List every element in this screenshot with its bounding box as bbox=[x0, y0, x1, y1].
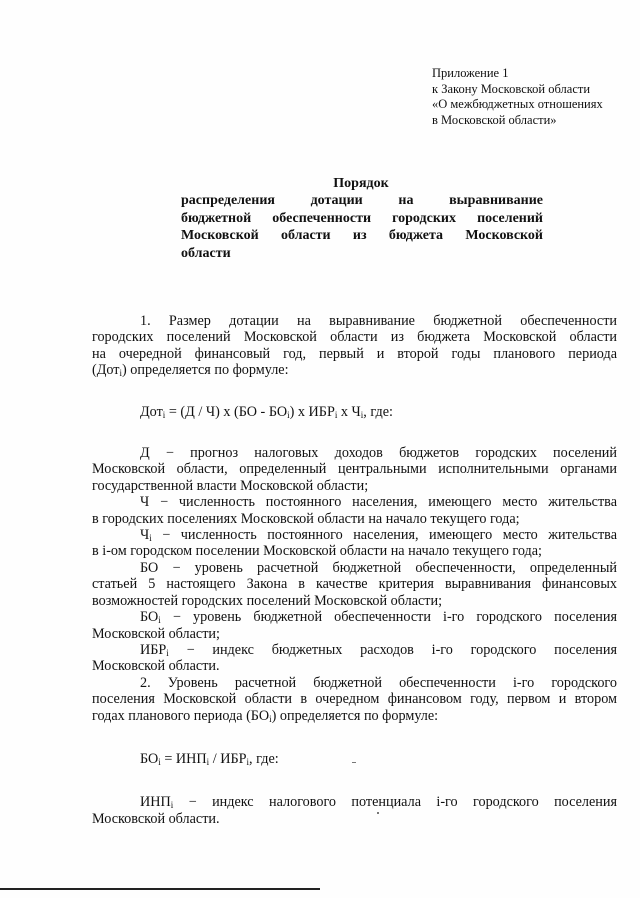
text-line: $Ч_i$ − численность постоянного населения, имеющего место жительства bbox=[140, 527, 617, 544]
text-line: Московской области, определенный центральными исполнительными органами bbox=[92, 461, 617, 478]
paragraph-1 bbox=[92, 313, 617, 379]
paragraph-2 bbox=[92, 675, 617, 724]
definition-ch bbox=[92, 494, 617, 527]
definition-boi bbox=[92, 609, 617, 642]
text-line: БО − уровень расчетной бюджетной обеспеченности, определенный bbox=[140, 559, 617, 576]
formula-budget-security: $БО_i = ИНП_i / ИБР_i$, где: bbox=[140, 750, 279, 767]
text-line: Московской области. bbox=[92, 810, 220, 827]
formula-dotation: Дот$_i$ = (Д / Ч) х $(БО - БО_i)$ х $ИБР_i$ х $Ч_i$, где: bbox=[140, 403, 393, 420]
text-line: Ч − численность постоянного населения, имеющего место жительства bbox=[140, 494, 617, 511]
text-line: Московской области. bbox=[92, 658, 220, 675]
definition-d bbox=[92, 445, 617, 494]
text-line: $ИНП_i$ − индекс налогового потенциала i-го городского поселения bbox=[140, 794, 617, 811]
text-line: городских поселений Московской области из бюджета Московской области bbox=[92, 329, 617, 346]
text-line: (Дот$_i$) определяется по формуле: bbox=[92, 362, 289, 379]
appendix-line: «О межбюджетных отношениях bbox=[432, 97, 603, 111]
text-line: возможностей городских поселений Московской области; bbox=[92, 592, 443, 609]
text-line: Д − прогноз налоговых доходов бюджетов городских поселений bbox=[140, 445, 617, 462]
subtitle-line: бюджетной обеспеченности городских поселений bbox=[181, 210, 543, 226]
subtitle-line: области bbox=[181, 245, 231, 261]
text-line: в городских поселениях Московской области на начало текущего года; bbox=[92, 510, 520, 527]
text-line: государственной власти Московской области; bbox=[92, 477, 369, 494]
appendix-line: Приложение 1 bbox=[432, 66, 509, 80]
scan-speck bbox=[352, 762, 356, 763]
text-line: поселения Московской области в очередном финансовом году, первом и втором bbox=[92, 691, 617, 708]
subtitle-line: Московской области из бюджета Московской bbox=[181, 228, 543, 243]
text-line: в i-ом городском поселении Московской области на начало текущего года; bbox=[92, 543, 542, 560]
definition-bo bbox=[92, 560, 617, 609]
text-line: годах планового периода $(БО_i)$ определяется по формуле: bbox=[92, 707, 439, 724]
document-body bbox=[92, 313, 617, 827]
text-line: $ИБР_i$ − индекс бюджетных расходов i-го городского поселения bbox=[140, 641, 617, 658]
appendix-header bbox=[432, 66, 632, 128]
text-line: статьей 5 настоящего Закона в качестве критерия выравнивания финансовых bbox=[92, 576, 617, 593]
document-subtitle bbox=[181, 192, 543, 262]
scan-edge-line bbox=[0, 888, 320, 890]
text-line: 2. Уровень расчетной бюджетной обеспеченности i-го городского bbox=[140, 674, 617, 691]
document-title: Порядок bbox=[333, 176, 389, 191]
text-line: 1. Размер дотации на выравнивание бюджетной обеспеченности bbox=[140, 313, 617, 329]
text-line: на очередной финансовый год, первый и второй годы планового периода bbox=[92, 345, 617, 362]
subtitle-line: распределения дотации на выравнивание bbox=[181, 193, 543, 208]
text-line: Московской области; bbox=[92, 625, 220, 642]
appendix-line: к Закону Московской области bbox=[432, 81, 591, 96]
definition-chi bbox=[92, 527, 617, 560]
definition-inp bbox=[92, 794, 617, 827]
appendix-line: в Московской области» bbox=[432, 112, 557, 127]
definition-ibr bbox=[92, 642, 617, 675]
text-line: $БО_i$ − уровень бюджетной обеспеченности i-го городского поселения bbox=[140, 609, 617, 626]
scan-speck bbox=[377, 812, 379, 814]
